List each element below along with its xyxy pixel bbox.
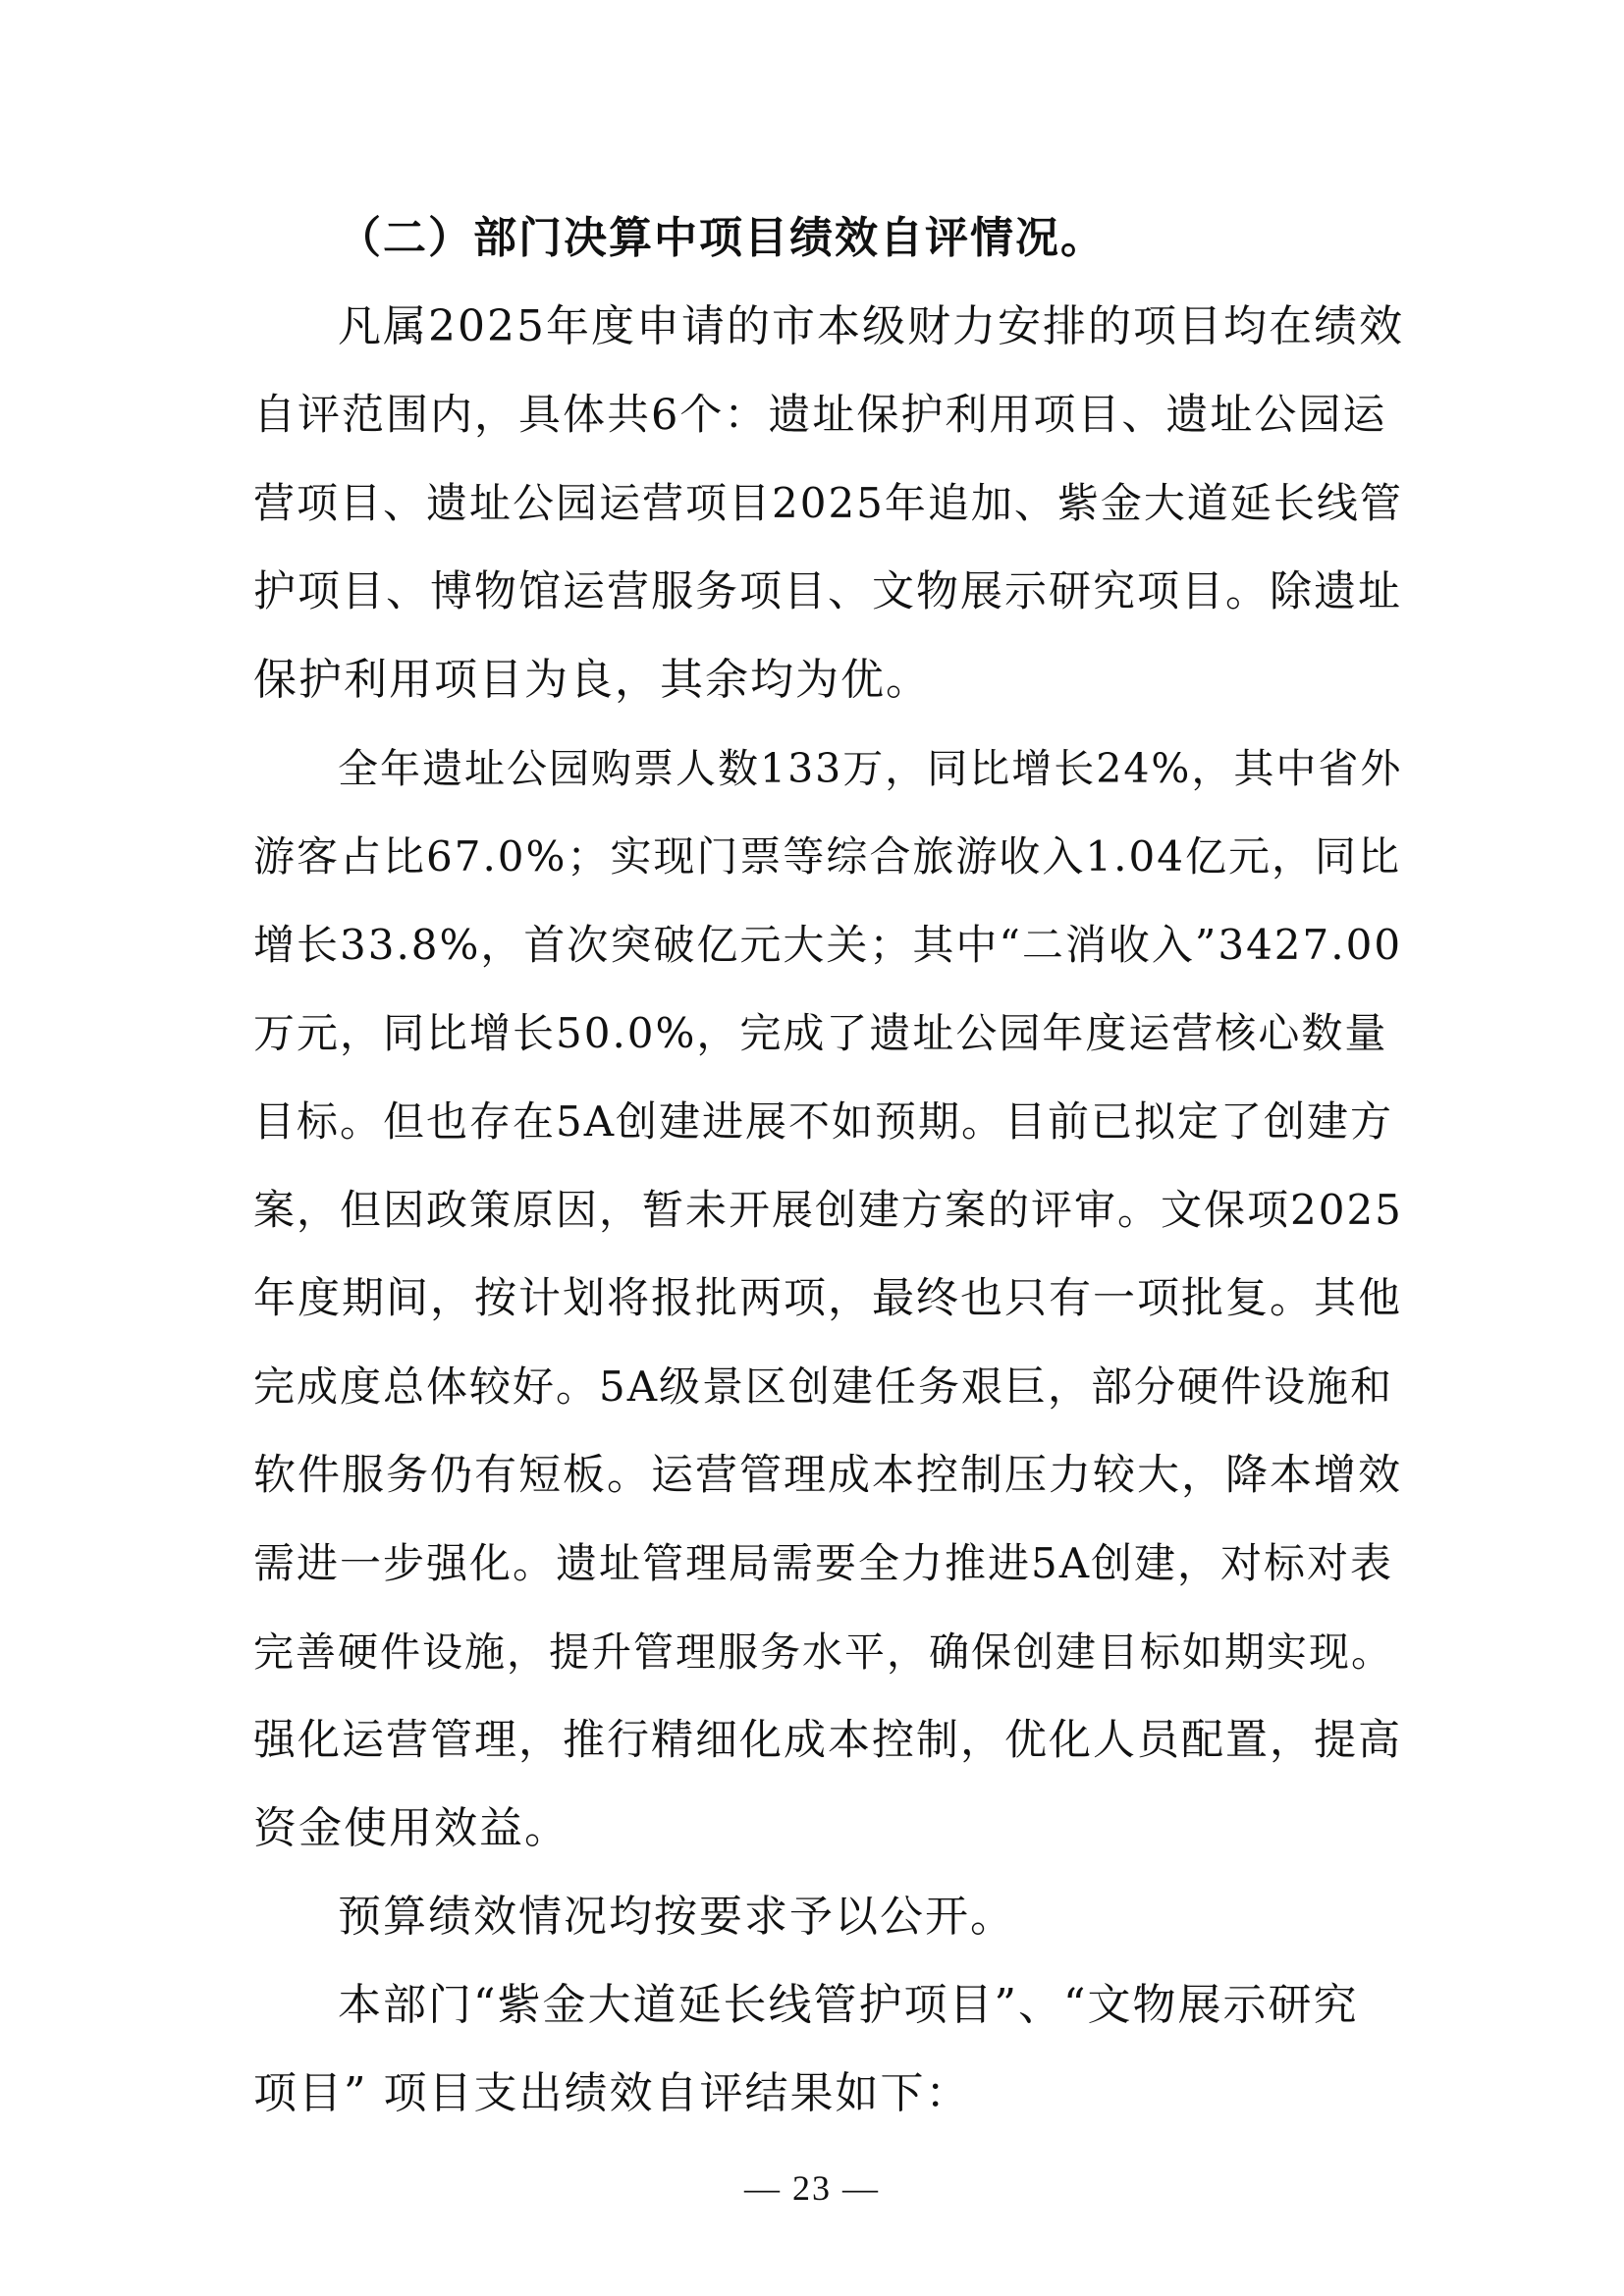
text-line: 案，但因政策原因，暂未开展创建方案的评审。文保项2025 — [253, 1186, 1403, 1234]
text-line: 自评范围内，具体共6个：遗址保护利用项目、遗址公园运 — [253, 391, 1387, 440]
text-line: 全年遗址公园购票人数133万，同比增长24%，其中省外 — [338, 745, 1403, 792]
text-line: 本部门“紫金大道延长线管护项目”、“文物展示研究 — [338, 1980, 1359, 2030]
text-line: 需进一步强化。遗址管理局需要全力推进5A创建，对标对表 — [253, 1539, 1394, 1587]
text-line: 保护利用项目为良，其余均为优。 — [253, 655, 931, 705]
text-line: 护项目、博物馆运营服务项目、文物展示研究项目。除遗址 — [253, 567, 1402, 616]
text-line: 项目” 项目支出绩效自评结果如下： — [253, 2068, 971, 2118]
text-line: 预算绩效情况均按要求予以公开。 — [338, 1892, 1015, 1942]
text-line: 强化运营管理，推行精细化成本控制，优化人员配置，提高 — [253, 1716, 1402, 1765]
text-line: 游客占比67.0%；实现门票等综合旅游收入1.04亿元，同比 — [253, 832, 1401, 881]
text-line: 凡属2025年度申请的市本级财力安排的项目均在绩效 — [338, 301, 1404, 351]
text-line: 完成度总体较好。5A级景区创建任务艰巨，部分硬件设施和 — [253, 1362, 1394, 1411]
text-line: 万元，同比增长50.0%，完成了遗址公园年度运营核心数量 — [253, 1009, 1388, 1057]
text-line: 完善硬件设施，提升管理服务水平，确保创建目标如期实现。 — [253, 1629, 1393, 1676]
text-line: 软件服务仍有短板。运营管理成本控制压力较大，降本增效 — [253, 1451, 1402, 1500]
text-line: 营项目、遗址公园运营项目2025年追加、紫金大道延长线管 — [253, 479, 1403, 527]
text-line: 年度期间，按计划将报批两项，最终也只有一项批复。其他 — [253, 1274, 1402, 1323]
text-line: 目标。但也存在5A创建进展不如预期。目前已拟定了创建方 — [253, 1097, 1394, 1146]
text-line: 增长33.8%，首次突破亿元大关；其中“二消收入”3427.00 — [253, 921, 1403, 969]
page-number: — 23 — — [744, 2168, 880, 2208]
text-line: 资金使用效益。 — [253, 1803, 569, 1853]
section-heading: （二）部门决算中项目绩效自评情况。 — [338, 213, 1106, 263]
